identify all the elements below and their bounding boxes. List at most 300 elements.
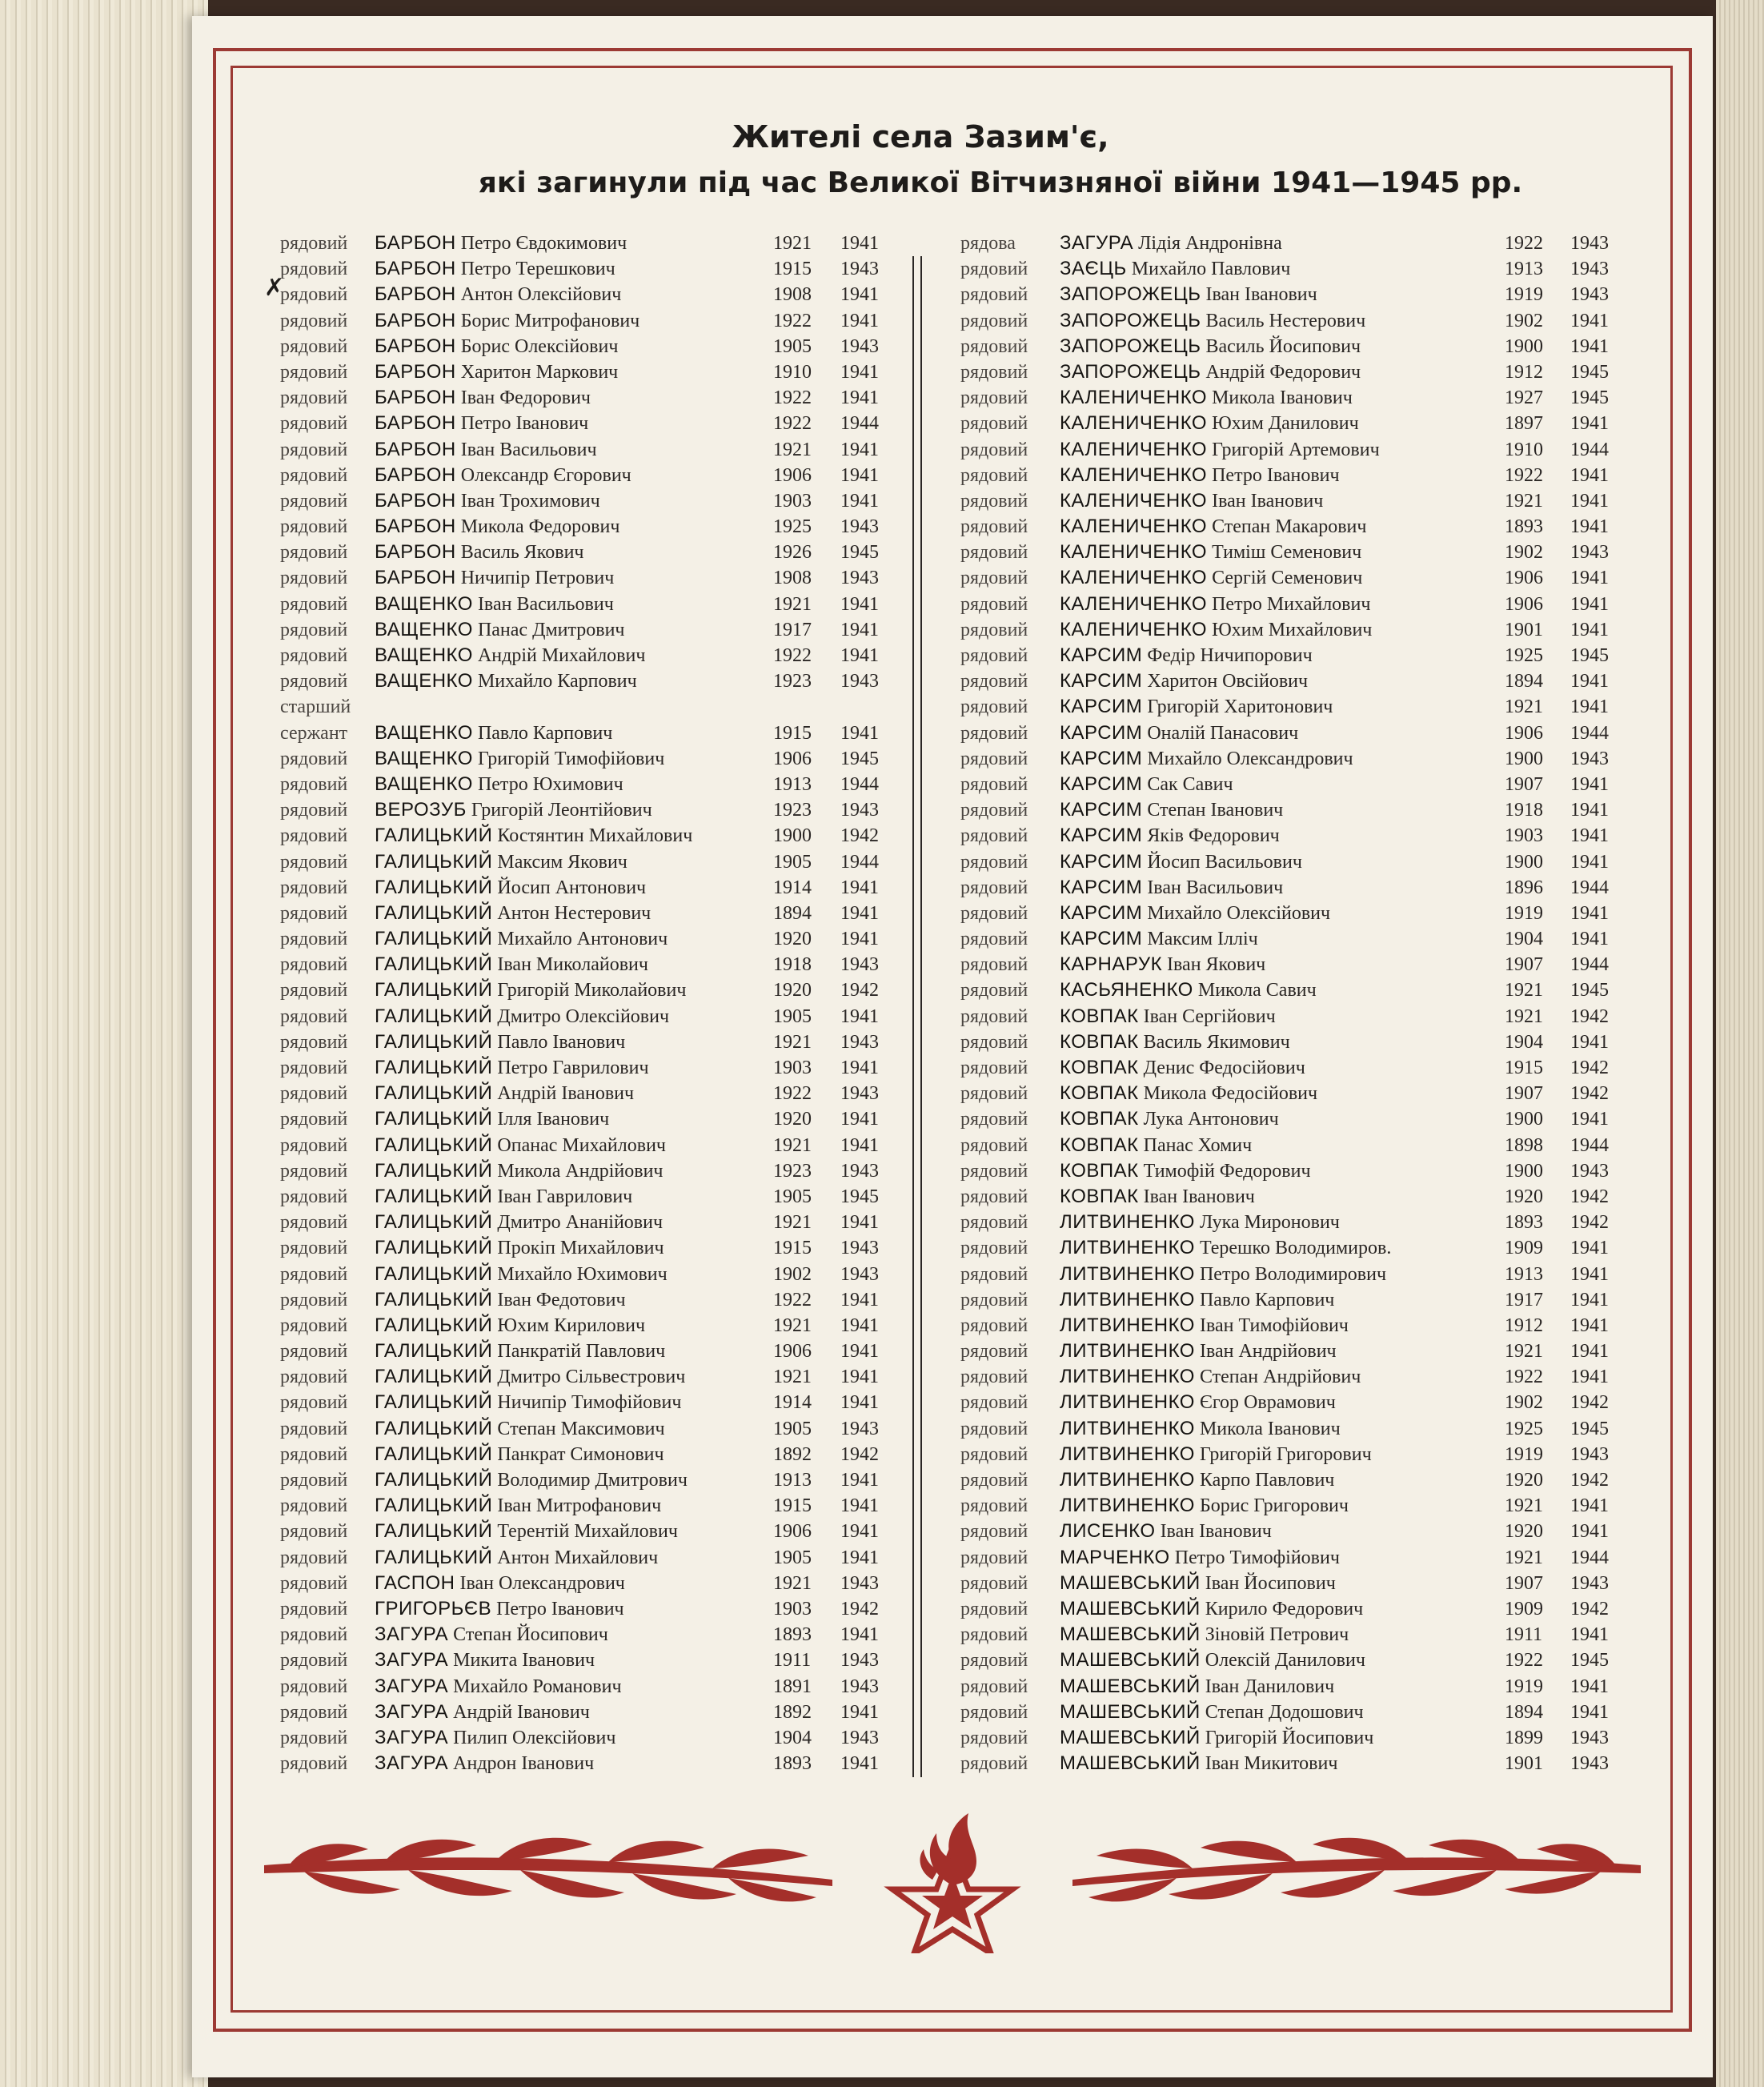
birth-year: 1910 (1505, 439, 1543, 460)
death-year: 1941 (840, 1367, 879, 1388)
list-item (960, 1235, 1609, 1261)
rank-label: рядовий (280, 1160, 348, 1182)
given-name: Лідія Андронівна (1138, 233, 1282, 254)
full-name (375, 256, 615, 282)
rank-label: рядовий (280, 1676, 348, 1697)
full-name (1060, 488, 1323, 514)
surname: ВЕРОЗУБ (375, 799, 467, 821)
birth-year: 1911 (773, 1650, 812, 1672)
full-name (1060, 1081, 1317, 1106)
rank-label: рядовий (280, 361, 348, 383)
rank-label: рядовий (280, 1418, 348, 1439)
given-name: Яків Федорович (1147, 825, 1280, 847)
list-item (280, 256, 888, 282)
full-name (375, 1493, 661, 1519)
birth-year: 1914 (773, 1392, 812, 1414)
list-item (960, 1133, 1609, 1158)
full-name (1060, 1467, 1334, 1493)
surname: ЗАГУРА (375, 1623, 449, 1646)
given-name: Василь Якимович (1143, 1031, 1290, 1053)
death-year: 1943 (1570, 542, 1609, 564)
given-name: Михайло Карпович (477, 671, 637, 692)
rank-label: рядовий (960, 1572, 1028, 1594)
full-name (375, 977, 686, 1003)
birth-year: 1920 (773, 929, 812, 950)
death-year: 1941 (840, 439, 879, 460)
full-name (375, 334, 618, 359)
birth-year: 1901 (1505, 619, 1543, 640)
full-name (375, 617, 625, 643)
given-name: Петро Юхимович (477, 773, 623, 795)
given-name: Петро Іванович (496, 1598, 624, 1619)
death-year: 1943 (840, 1238, 879, 1259)
surname: ГАЛИЦЬКИЙ (375, 1443, 493, 1465)
full-name (1060, 1235, 1391, 1261)
surname: ГАЛИЦЬКИЙ (375, 1057, 493, 1078)
surname: ЗАГУРА (375, 1752, 449, 1775)
given-name: Василь Йосипович (1205, 335, 1361, 357)
death-year: 1944 (1570, 439, 1609, 460)
given-name: Костянтин Михайлович (497, 825, 693, 847)
given-name: Григорій Миколайович (497, 980, 687, 1001)
rank-label: рядовий (960, 1083, 1028, 1105)
rank-label: рядовий (280, 1470, 348, 1491)
birth-year: 1925 (1505, 1418, 1543, 1439)
death-year: 1941 (1570, 825, 1609, 847)
death-year: 1941 (840, 1341, 879, 1363)
list-item (280, 334, 888, 359)
death-year: 1941 (1570, 516, 1609, 538)
full-name (1060, 1596, 1363, 1622)
rank-label: рядовий (960, 568, 1028, 589)
birth-year: 1921 (1505, 1341, 1543, 1363)
full-name (1060, 1725, 1373, 1751)
surname: ЗАГУРА (375, 1675, 449, 1697)
full-name (1060, 282, 1317, 307)
full-name (375, 1313, 645, 1338)
list-item (280, 231, 888, 256)
birth-year: 1891 (773, 1676, 812, 1697)
surname: ЛИТВИНЕНКО (1060, 1391, 1195, 1414)
list-item (280, 1622, 888, 1648)
rank-label: рядовий (280, 413, 348, 435)
rank-label: рядовий (960, 310, 1028, 331)
given-name: Антон Олексійович (460, 284, 622, 306)
surname: ГАЛИЦЬКИЙ (375, 1108, 493, 1130)
birth-year: 1906 (1505, 568, 1543, 589)
full-name (1060, 772, 1233, 797)
surname: ГАСПОН (375, 1571, 455, 1594)
death-year: 1944 (1570, 954, 1609, 976)
death-year: 1942 (840, 1443, 879, 1465)
death-year: 1941 (840, 490, 879, 512)
surname: ВАЩЕНКО (375, 773, 473, 795)
death-year: 1941 (1570, 773, 1609, 795)
list-item (960, 385, 1609, 411)
death-year: 1943 (840, 516, 879, 538)
birth-year: 1922 (773, 1289, 812, 1310)
list-item (280, 1106, 888, 1132)
given-name: Панас Дмитрович (477, 619, 625, 640)
rank-label: рядовий (960, 1186, 1028, 1207)
full-name (1060, 1364, 1361, 1390)
death-year: 1943 (840, 954, 879, 976)
surname: КАРСИМ (1060, 876, 1143, 898)
rank-label: рядовий (280, 1005, 348, 1027)
rank-label: рядовий (280, 1238, 348, 1259)
list-item (280, 1725, 888, 1751)
surname: КАРСИМ (1060, 696, 1143, 718)
given-name: Іван Андрійович (1199, 1341, 1337, 1363)
birth-year: 1906 (773, 1521, 812, 1543)
surname: ЗАГУРА (375, 1700, 449, 1723)
rank-label: рядовий (960, 954, 1028, 976)
given-name: Михайло Олександрович (1147, 748, 1353, 769)
rank-label: рядовий (280, 980, 348, 1001)
given-name: Григорій Григорович (1199, 1443, 1372, 1465)
list-item (280, 772, 888, 797)
birth-year: 1900 (1505, 1109, 1543, 1130)
death-year: 1944 (840, 413, 879, 435)
list-item (280, 359, 888, 385)
list-item (280, 1519, 888, 1544)
full-name (375, 463, 631, 488)
given-name: Ілля Іванович (497, 1109, 610, 1130)
rank-label: рядовий (280, 800, 348, 821)
list-item (960, 1029, 1609, 1055)
given-name: Петро Терешкович (460, 259, 615, 280)
death-year: 1941 (1570, 1495, 1609, 1517)
rank-label: рядовий (960, 1031, 1028, 1053)
rank-label: рядовий (280, 1341, 348, 1363)
given-name: Степан Макарович (1212, 516, 1367, 538)
death-year: 1941 (840, 1495, 879, 1517)
surname: ЗАПОРОЖЕЦЬ (1060, 360, 1201, 383)
rank-label: рядовий (280, 1367, 348, 1388)
given-name: Петро Іванович (1212, 464, 1340, 486)
full-name (375, 1210, 663, 1235)
given-name: Іван Якович (1167, 954, 1266, 976)
surname: БАРБОН (375, 360, 456, 383)
given-name: Григорій Тимофійович (477, 748, 665, 769)
surname: ЛИТВИНЕНКО (1060, 1314, 1195, 1336)
full-name (375, 1700, 590, 1725)
list-item (280, 977, 888, 1003)
birth-year: 1920 (1505, 1470, 1543, 1491)
list-item (960, 1287, 1609, 1313)
list-item (280, 1184, 888, 1210)
rank-label: рядовий (280, 284, 348, 306)
rank-label: рядовий (960, 619, 1028, 640)
given-name: Іван Данилович (1205, 1676, 1335, 1697)
given-name: Михайло Юхимович (497, 1263, 668, 1285)
list-item (280, 540, 888, 565)
list-item (960, 1390, 1609, 1415)
rank-label: рядовий (960, 1212, 1028, 1234)
surname: ГАЛИЦЬКИЙ (375, 1185, 493, 1207)
given-name: Федір Ничипорович (1147, 645, 1313, 666)
death-year: 1941 (1570, 671, 1609, 692)
surname: ВАЩЕНКО (375, 618, 473, 640)
list-item (280, 308, 888, 334)
given-name: Юхим Михайлович (1212, 619, 1373, 640)
birth-year: 1903 (773, 1058, 812, 1078)
full-name (375, 385, 591, 411)
full-name (1060, 592, 1370, 617)
birth-year: 1900 (1505, 1160, 1543, 1182)
birth-year: 1922 (1505, 233, 1543, 254)
rank-label: рядовий (280, 490, 348, 512)
surname: МАРЧЕНКО (1060, 1546, 1170, 1568)
full-name (375, 849, 627, 875)
rank-label: рядовий (960, 1753, 1028, 1775)
birth-year: 1912 (1505, 361, 1543, 383)
rank-label: рядовий (960, 1727, 1028, 1748)
surname: БАРБОН (375, 258, 456, 280)
list-item (960, 772, 1609, 797)
full-name (1060, 1106, 1279, 1132)
birth-year: 1921 (1505, 1005, 1543, 1027)
list-item (960, 1519, 1609, 1544)
rank-label: рядовий (960, 413, 1028, 435)
list-item (280, 1338, 888, 1364)
birth-year: 1899 (1505, 1727, 1543, 1748)
full-name (1060, 231, 1282, 256)
death-year: 1941 (1570, 335, 1609, 357)
rank-label: сержант (280, 722, 348, 744)
rank-label: рядовий (280, 929, 348, 950)
given-name: Григорій Артемович (1212, 439, 1380, 460)
laurel-branch-right (1072, 1838, 1641, 1902)
surname: МАШЕВСЬКИЙ (1060, 1571, 1201, 1594)
given-name: Юхим Кирилович (497, 1314, 646, 1336)
list-item (960, 797, 1609, 823)
list-item (960, 231, 1609, 256)
birth-year: 1900 (1505, 851, 1543, 873)
list-item (280, 643, 888, 668)
birth-year: 1903 (1505, 825, 1543, 847)
list-item (280, 1571, 888, 1596)
list-item (280, 1751, 888, 1776)
list-item (280, 875, 888, 901)
list-item (960, 1596, 1609, 1622)
list-item (960, 1648, 1609, 1673)
surname: БАРБОН (375, 567, 456, 589)
full-name (375, 1390, 681, 1415)
death-year: 1941 (840, 1314, 879, 1336)
given-name: Прокіп Михайлович (497, 1238, 664, 1259)
list-item (960, 411, 1609, 436)
birth-year: 1913 (773, 1470, 812, 1491)
birth-year: 1894 (1505, 1701, 1543, 1723)
full-name (1060, 1133, 1252, 1158)
given-name: Зіновій Петрович (1205, 1624, 1349, 1646)
surname: КАРСИМ (1060, 773, 1143, 795)
rank-label: рядовий (280, 1289, 348, 1310)
list-item (280, 694, 888, 720)
birth-year: 1923 (773, 671, 812, 692)
rank-label: рядовий (280, 1031, 348, 1053)
full-name (1060, 1029, 1290, 1055)
birth-year: 1905 (773, 851, 812, 873)
death-year: 1943 (840, 568, 879, 589)
surname: МАШЕВСЬКИЙ (1060, 1649, 1201, 1672)
rank-label: рядовий (960, 902, 1028, 924)
rank-label: рядовий (960, 748, 1028, 769)
full-name (375, 514, 619, 540)
full-name (375, 926, 668, 952)
list-item (280, 1210, 888, 1235)
rank-label: рядовий (960, 1367, 1028, 1388)
death-year: 1941 (1570, 593, 1609, 615)
rank-label: рядовий (960, 1701, 1028, 1723)
given-name: Андрій Федорович (1205, 361, 1361, 383)
given-name: Павло Карпович (1199, 1289, 1335, 1310)
rank-label: рядовий (960, 1289, 1028, 1310)
eternal-flame-icon (920, 1813, 976, 1885)
surname: ЛИТВИНЕНКО (1060, 1366, 1195, 1388)
rank-label: рядовий (280, 1650, 348, 1672)
list-item (280, 1055, 888, 1081)
given-name: Микола Федорович (460, 516, 620, 538)
birth-year: 1898 (1505, 1134, 1543, 1156)
birth-year: 1894 (1505, 671, 1543, 692)
death-year: 1941 (840, 593, 879, 615)
death-year: 1941 (1570, 1521, 1609, 1543)
given-name: Єгор Оврамович (1199, 1392, 1336, 1414)
list-item (960, 952, 1609, 977)
birth-year: 1903 (773, 1598, 812, 1619)
death-year: 1941 (1570, 1341, 1609, 1363)
full-name (375, 1725, 615, 1751)
surname: ГАЛИЦЬКИЙ (375, 1082, 493, 1105)
list-item (960, 488, 1609, 514)
surname: КАСЬЯНЕНКО (1060, 979, 1193, 1001)
given-name: Михайло Олексійович (1147, 902, 1331, 924)
birth-year: 1917 (1505, 1289, 1543, 1310)
death-year: 1942 (1570, 1186, 1609, 1207)
full-name (375, 1338, 665, 1364)
surname: ГАЛИЦЬКИЙ (375, 1417, 493, 1439)
birth-year: 1892 (773, 1443, 812, 1465)
rank-label: старший (280, 696, 351, 718)
death-year: 1941 (840, 1392, 879, 1414)
rank-label: рядовий (280, 954, 348, 976)
birth-year: 1913 (1505, 1263, 1543, 1285)
given-name: Панкратій Павлович (497, 1341, 666, 1363)
title-line-2: які загинули під час Великої Вітчизняної війни 1941—1945 рр. (478, 167, 1523, 199)
death-year: 1943 (1570, 748, 1609, 769)
full-name (1060, 1674, 1334, 1700)
page-title (272, 114, 1633, 207)
full-name (1060, 1287, 1334, 1313)
death-year: 1944 (1570, 1134, 1609, 1156)
death-year: 1941 (1570, 902, 1609, 924)
surname: МАШЕВСЬКИЙ (1060, 1752, 1201, 1775)
surname: БАРБОН (375, 283, 456, 306)
surname: КАЛЕНИЧЕНКО (1060, 438, 1208, 460)
given-name: Антон Нестерович (497, 902, 651, 924)
birth-year: 1921 (773, 1367, 812, 1388)
rank-label: рядовий (280, 1624, 348, 1646)
list-item (280, 746, 888, 772)
rank-label: рядовий (960, 1005, 1028, 1027)
rank-label: рядовий (280, 748, 348, 769)
rank-label: рядовий (280, 1495, 348, 1517)
birth-year: 1917 (773, 619, 812, 640)
given-name: Лука Антонович (1143, 1109, 1279, 1130)
surname: ЛИТВИНЕНКО (1060, 1443, 1195, 1465)
death-year: 1945 (1570, 1650, 1609, 1672)
death-year: 1941 (840, 310, 879, 331)
list-item (960, 1700, 1609, 1725)
list-item (280, 720, 888, 746)
rank-label: рядовий (960, 980, 1028, 1001)
list-item (960, 617, 1609, 643)
given-name: Дмитро Олексійович (497, 1005, 670, 1027)
surname: КАРСИМ (1060, 825, 1143, 847)
full-name (375, 1235, 664, 1261)
given-name: Микита Іванович (453, 1650, 595, 1672)
death-year: 1943 (1570, 1727, 1609, 1748)
full-name (1060, 256, 1290, 282)
birth-year: 1910 (773, 361, 812, 383)
full-name (375, 1571, 625, 1596)
death-year: 1943 (1570, 259, 1609, 280)
surname: ГАЛИЦЬКИЙ (375, 979, 493, 1001)
surname: ГАЛИЦЬКИЙ (375, 1546, 493, 1568)
death-year: 1942 (1570, 1083, 1609, 1105)
list-item (960, 1442, 1609, 1467)
surname: ЗАГУРА (1060, 232, 1134, 254)
death-year: 1941 (1570, 1289, 1609, 1310)
birth-year: 1900 (773, 825, 812, 847)
birth-year: 1918 (773, 954, 812, 976)
birth-year: 1896 (1505, 877, 1543, 898)
full-name (1060, 1493, 1349, 1519)
full-name (1060, 359, 1361, 385)
birth-year: 1921 (773, 593, 812, 615)
surname: ГАЛИЦЬКИЙ (375, 1495, 493, 1517)
death-year: 1943 (840, 335, 879, 357)
surname: БАРБОН (375, 335, 456, 357)
list-item (960, 720, 1609, 746)
given-name: Максим Ілліч (1147, 929, 1258, 950)
rank-label: рядовий (280, 1727, 348, 1748)
birth-year: 1921 (773, 1572, 812, 1594)
death-year: 1943 (1570, 1443, 1609, 1465)
rank-label: рядовий (960, 1314, 1028, 1336)
full-name (375, 772, 623, 797)
birth-year: 1922 (773, 1083, 812, 1105)
list-item (960, 1751, 1609, 1776)
list-item (280, 514, 888, 540)
surname: БАРБОН (375, 489, 456, 512)
birth-year: 1921 (1505, 980, 1543, 1001)
death-year: 1941 (1570, 929, 1609, 950)
death-year: 1943 (840, 1083, 879, 1105)
rank-label: рядовий (960, 1160, 1028, 1182)
rank-label: рядовий (280, 259, 348, 280)
list-item (280, 1004, 888, 1029)
given-name: Ничипір Петрович (460, 568, 615, 589)
birth-year: 1902 (1505, 310, 1543, 331)
list-item (960, 1184, 1609, 1210)
death-year: 1941 (840, 1624, 879, 1646)
list-item (280, 463, 888, 488)
full-name (1060, 437, 1380, 463)
birth-year: 1906 (773, 1341, 812, 1363)
